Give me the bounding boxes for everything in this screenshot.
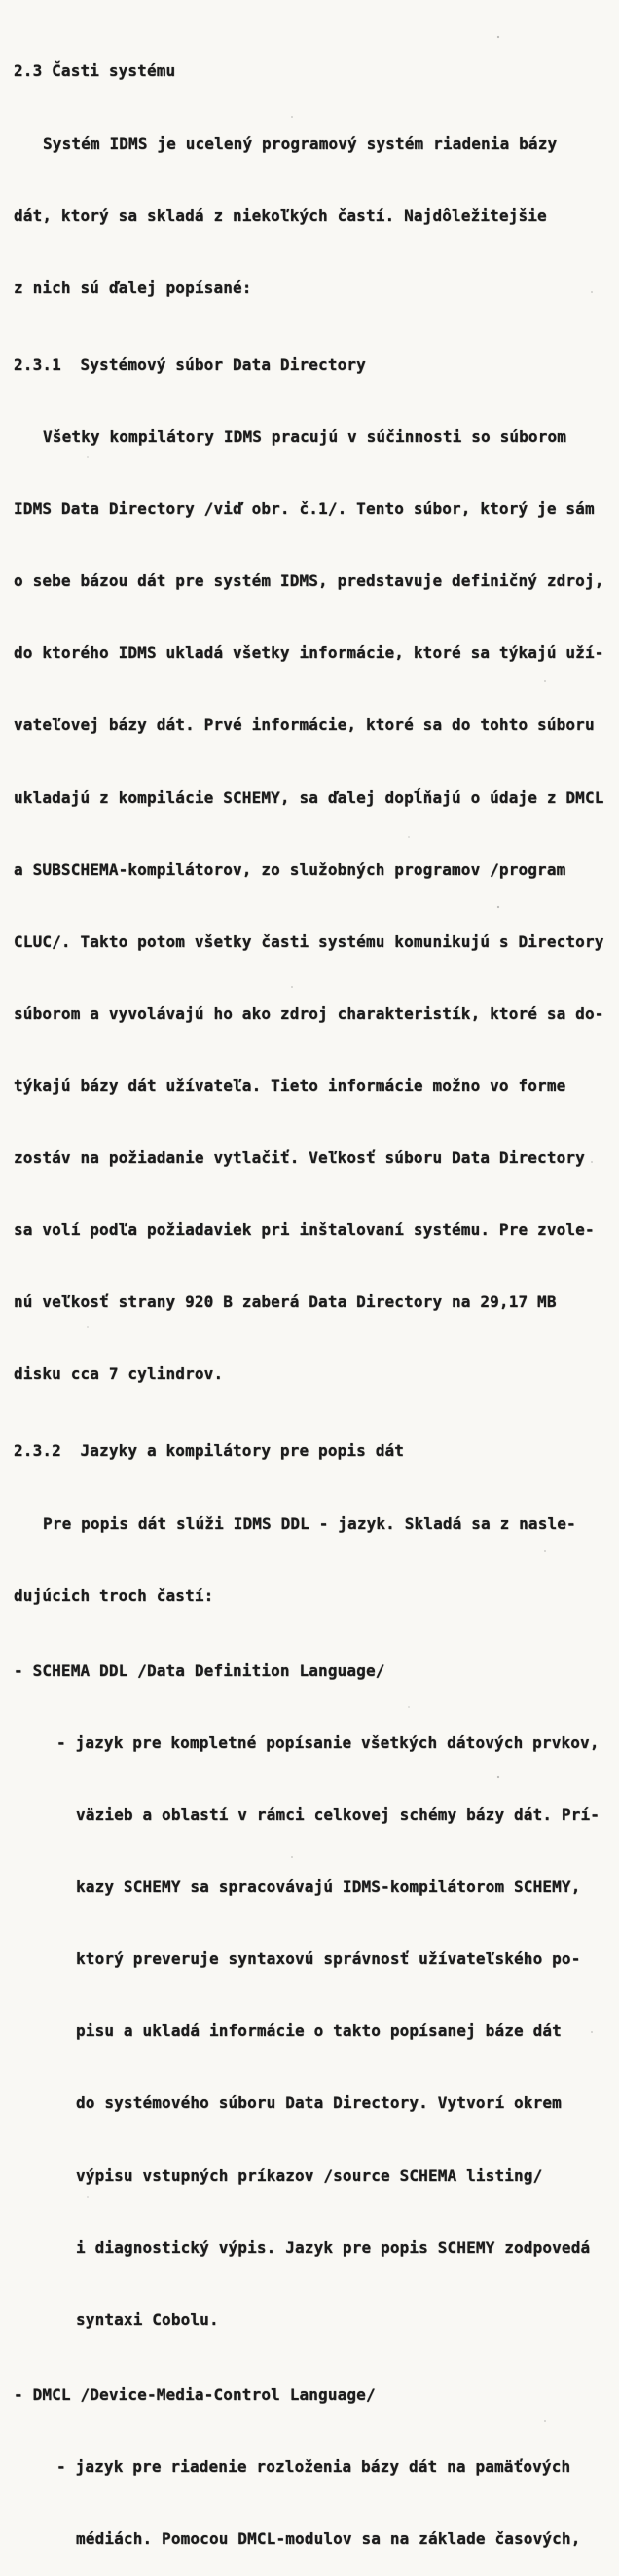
text-line: médiách. Pomocou DMCL-modulov sa na základe časových, — [76, 2529, 581, 2549]
text-line: IDMS Data Directory /viď obr. č.1/. Tento súbor, ktorý je sám — [14, 499, 595, 519]
text-line: Pre popis dát slúži IDMS DDL - jazyk. Skladá sa z nasle- — [43, 1513, 576, 1533]
text-line: ktorý preveruje syntaxovú správnosť užívateľského po- — [76, 1949, 581, 1969]
text-line: dujúcich troch častí: — [14, 1585, 214, 1605]
text-line: CLUC/. Takto potom všetky časti systému komunikujú s Directory — [14, 931, 604, 951]
text-line: do systémového súboru Data Directory. Vytvorí okrem — [76, 2093, 562, 2113]
section-heading: 2.3.2 Jazyky a kompilátory pre popis dát — [14, 1441, 405, 1461]
sub-bullet-item: - jazyk pre riadenie rozloženia bázy dát na pamäťových — [56, 2457, 571, 2477]
text-line: syntaxi Cobolu. — [76, 2309, 219, 2329]
text-line: kazy SCHEMY sa spracovávajú IDMS-kompilátorom SCHEMY, — [76, 1877, 581, 1897]
bullet-item: - DMCL /Device-Media-Control Language/ — [14, 2384, 376, 2404]
text-line: väzieb a oblastí v rámci celkovej schémy bázy dát. Prí- — [76, 1805, 601, 1825]
text-line: z nich sú ďalej popísané: — [14, 277, 252, 297]
text-line: i diagnostický výpis. Jazyk pre popis SCHEMY zodpovedá — [76, 2237, 591, 2257]
section-heading: 2.3.1 Systémový súbor Data Directory — [14, 354, 366, 374]
text-line: výpisu vstupných príkazov /source SCHEMA listing/ — [76, 2165, 543, 2185]
text-line: disku cca 7 cylindrov. — [14, 1364, 224, 1384]
text-line: ukladajú z kompilácie SCHEMY, sa ďalej dopĺňajú o údaje z DMCL — [14, 787, 604, 807]
text-line: týkajú bázy dát užívateľa. Tieto informácie možno vo forme — [14, 1075, 566, 1095]
text-line: o sebe bázou dát pre systém IDMS, predstavuje definičný zdroj, — [14, 571, 604, 591]
text-line: pisu a ukladá informácie o takto popísanej báze dát — [76, 2021, 562, 2041]
text-line: do ktorého IDMS ukladá všetky informácie, ktoré sa týkajú uží- — [14, 643, 604, 663]
text-line: nú veľkosť strany 920 B zaberá Data Directory na 29,17 MB — [14, 1292, 557, 1312]
text-line: Systém IDMS je ucelený programový systém riadenia bázy — [43, 133, 558, 153]
sub-bullet-item: - jazyk pre kompletné popísanie všetkých dátových prvkov, — [56, 1732, 600, 1752]
text-line: súborom a vyvolávajú ho ako zdroj charakteristík, ktoré sa do- — [14, 1003, 604, 1023]
text-line: sa volí podľa požiadaviek pri inštalovaní systému. Pre zvole- — [14, 1220, 595, 1240]
text-line: zostáv na požiadanie vytlačiť. Veľkosť súboru Data Directory — [14, 1148, 585, 1168]
text-line: vateľovej bázy dát. Prvé informácie, ktoré sa do tohto súboru — [14, 715, 595, 735]
section-heading: 2.3 Časti systému — [14, 61, 176, 81]
text-line: Všetky kompilátory IDMS pracujú v súčinnosti so súborom — [43, 426, 567, 446]
text-line: a SUBSCHEMA-kompilátorov, zo služobných programov /program — [14, 859, 566, 879]
text-line: dát, ktorý sa skladá z niekoľkých častí. Najdôležitejšie — [14, 205, 547, 225]
bullet-item: - SCHEMA DDL /Data Definition Language/ — [14, 1660, 385, 1680]
